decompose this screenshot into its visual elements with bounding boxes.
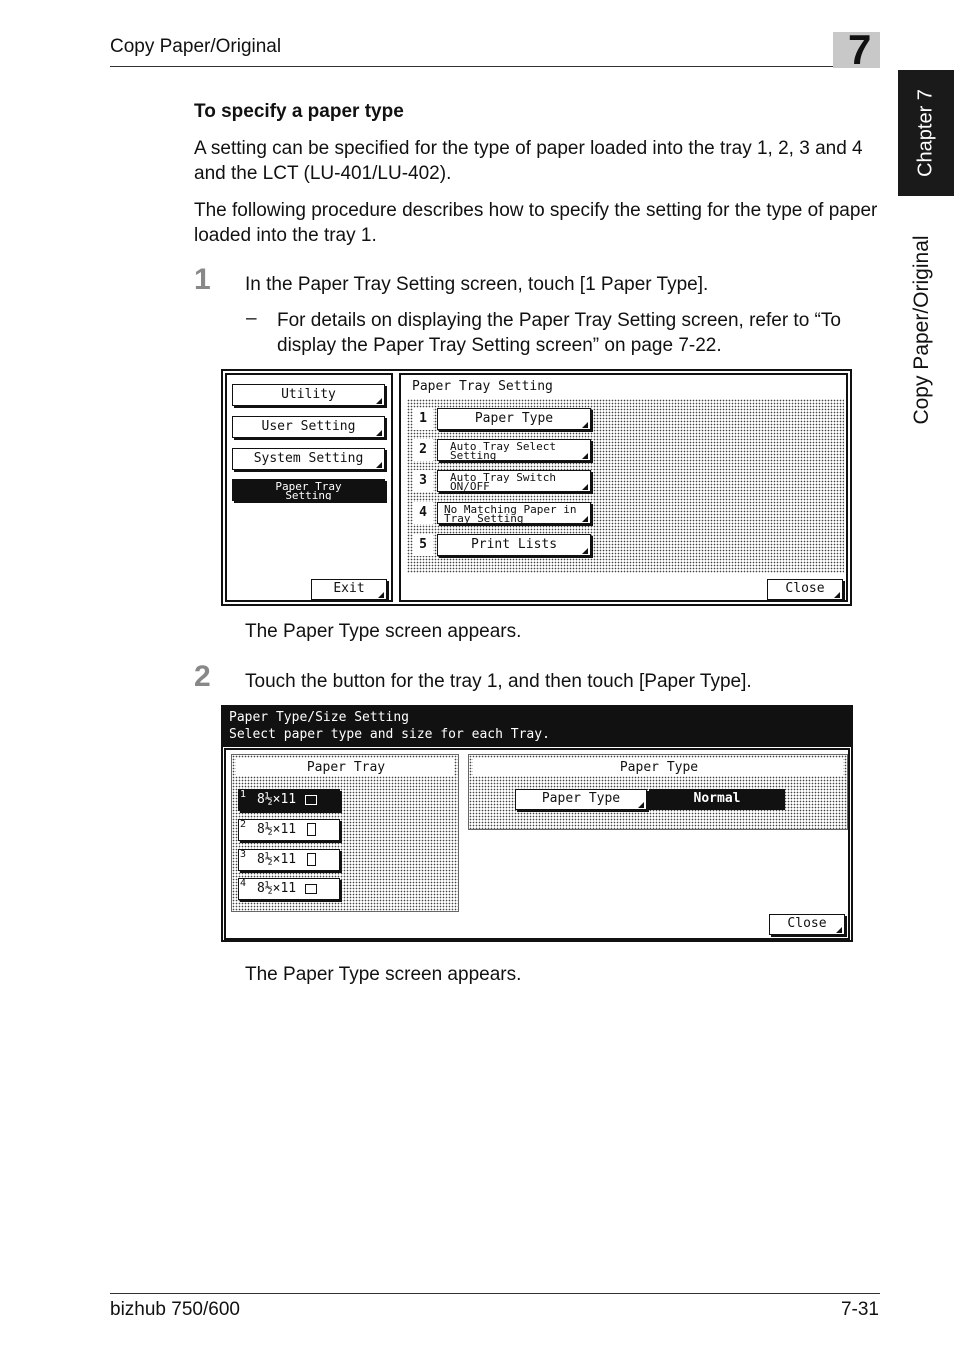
print-lists-label: Print Lists bbox=[470, 537, 558, 552]
screen-title: Paper Type/Size Setting bbox=[229, 710, 410, 725]
paper-type-button[interactable] bbox=[437, 408, 591, 430]
intro-paragraph-1: A setting can be specified for the type of paper loaded into the tray 1, 2, 3 and 4 and the LCT (LU-401/LU-402). bbox=[194, 138, 863, 184]
tray-2-number: 2 bbox=[240, 819, 247, 830]
step-1-text: In the Paper Tray Setting screen, touch [1 Paper Type]. bbox=[245, 274, 709, 295]
tray-3-number: 3 bbox=[240, 849, 247, 860]
auto-tray-switch-label: Auto Tray Switch ON/OFF bbox=[450, 471, 556, 492]
footer-rule bbox=[110, 1293, 880, 1294]
step-1-dash: – bbox=[246, 308, 257, 329]
step-2-number: 2 bbox=[194, 660, 211, 693]
intro-paragraph-2: The following procedure describes how to specify the setting for the type of paper loaded into the tray 1. bbox=[194, 200, 878, 246]
paper-orientation-icon bbox=[305, 884, 317, 894]
screen-body bbox=[224, 748, 850, 940]
header-rule bbox=[110, 66, 880, 67]
menu-items-area bbox=[407, 399, 844, 573]
tray-2-size: 8½×11 bbox=[257, 822, 297, 837]
paper-type-header: Paper Type bbox=[619, 760, 699, 775]
paper-orientation-icon bbox=[305, 795, 317, 805]
paper-type-value: Normal bbox=[649, 789, 785, 810]
print-lists-button[interactable] bbox=[437, 534, 591, 556]
paper-tray-setting-title: Paper Tray Setting bbox=[412, 379, 553, 394]
section-heading: To specify a paper type bbox=[194, 101, 404, 122]
paper-type-button-label: Paper Type bbox=[541, 791, 621, 806]
item-3-number: 3 bbox=[413, 470, 433, 492]
close-label: Close bbox=[785, 581, 825, 596]
paper-tray-setting-screen bbox=[221, 369, 852, 606]
paper-tray-setting-label: Paper Tray Setting bbox=[275, 480, 342, 501]
close-button[interactable] bbox=[769, 914, 845, 935]
paper-tray-header: Paper Tray bbox=[306, 760, 386, 775]
paper-tray-setting-button[interactable] bbox=[232, 479, 385, 501]
exit-label: Exit bbox=[333, 581, 365, 596]
footer-model: bizhub 750/600 bbox=[110, 1299, 240, 1320]
system-setting-button[interactable] bbox=[232, 448, 385, 470]
step-2-result: The Paper Type screen appears. bbox=[245, 964, 522, 985]
paper-orientation-icon bbox=[307, 853, 316, 866]
tray-3-size: 8½×11 bbox=[257, 852, 297, 867]
utility-label: Utility bbox=[281, 387, 336, 402]
paper-type-label: Paper Type bbox=[474, 411, 554, 426]
item-5-number: 5 bbox=[413, 534, 433, 556]
tray-1-size: 8½×11 bbox=[257, 792, 297, 807]
tray-4-number: 4 bbox=[240, 878, 247, 889]
paper-type-button[interactable] bbox=[515, 789, 647, 810]
item-1-number: 1 bbox=[413, 408, 433, 430]
screen-instruction: Select paper type and size for each Tray. bbox=[229, 727, 550, 742]
tray-2-button[interactable] bbox=[238, 819, 340, 841]
no-matching-paper-label: No Matching Paper in Tray Setting bbox=[444, 503, 577, 524]
auto-tray-select-button[interactable] bbox=[437, 439, 591, 461]
paper-tray-setting-panel bbox=[399, 373, 848, 602]
item-2-number: 2 bbox=[413, 439, 433, 461]
user-setting-button[interactable] bbox=[232, 416, 385, 438]
auto-tray-select-label: Auto Tray Select Setting bbox=[450, 440, 556, 461]
system-setting-label: System Setting bbox=[253, 451, 364, 466]
close-label: Close bbox=[787, 916, 827, 931]
side-tab-chapter: Chapter 7 bbox=[914, 89, 937, 177]
chapter-number: 7 bbox=[848, 26, 872, 73]
exit-button[interactable] bbox=[311, 579, 387, 600]
paper-type-panel bbox=[468, 754, 848, 830]
screen-title-bar bbox=[223, 707, 851, 747]
step-2-text: Touch the button for the tray 1, and then touch [Paper Type]. bbox=[245, 671, 752, 692]
utility-button[interactable] bbox=[232, 384, 385, 406]
tray-4-button[interactable] bbox=[238, 878, 340, 900]
header-title: Copy Paper/Original bbox=[110, 36, 282, 57]
footer-page-number: 7-31 bbox=[840, 1299, 879, 1320]
auto-tray-switch-button[interactable] bbox=[437, 470, 591, 492]
paper-orientation-icon bbox=[307, 823, 316, 836]
item-4-number: 4 bbox=[413, 502, 433, 524]
tray-1-button[interactable] bbox=[238, 789, 340, 811]
step-1-result: The Paper Type screen appears. bbox=[245, 621, 522, 642]
tray-1-number: 1 bbox=[240, 789, 247, 800]
step-1-number: 1 bbox=[194, 263, 211, 296]
tray-4-size: 8½×11 bbox=[257, 881, 297, 896]
user-setting-label: User Setting bbox=[261, 419, 356, 434]
side-tab-title: Copy Paper/Original bbox=[910, 235, 933, 425]
close-button[interactable] bbox=[767, 579, 843, 600]
step-1-note: For details on displaying the Paper Tray Setting screen, refer to “To display the Paper Tray Setting screen” on page 7-22. bbox=[277, 310, 841, 356]
no-matching-paper-button[interactable] bbox=[437, 502, 591, 524]
menu-panel bbox=[225, 373, 393, 602]
paper-tray-panel bbox=[231, 754, 459, 912]
tray-3-button[interactable] bbox=[238, 849, 340, 871]
paper-type-size-screen bbox=[221, 705, 853, 942]
